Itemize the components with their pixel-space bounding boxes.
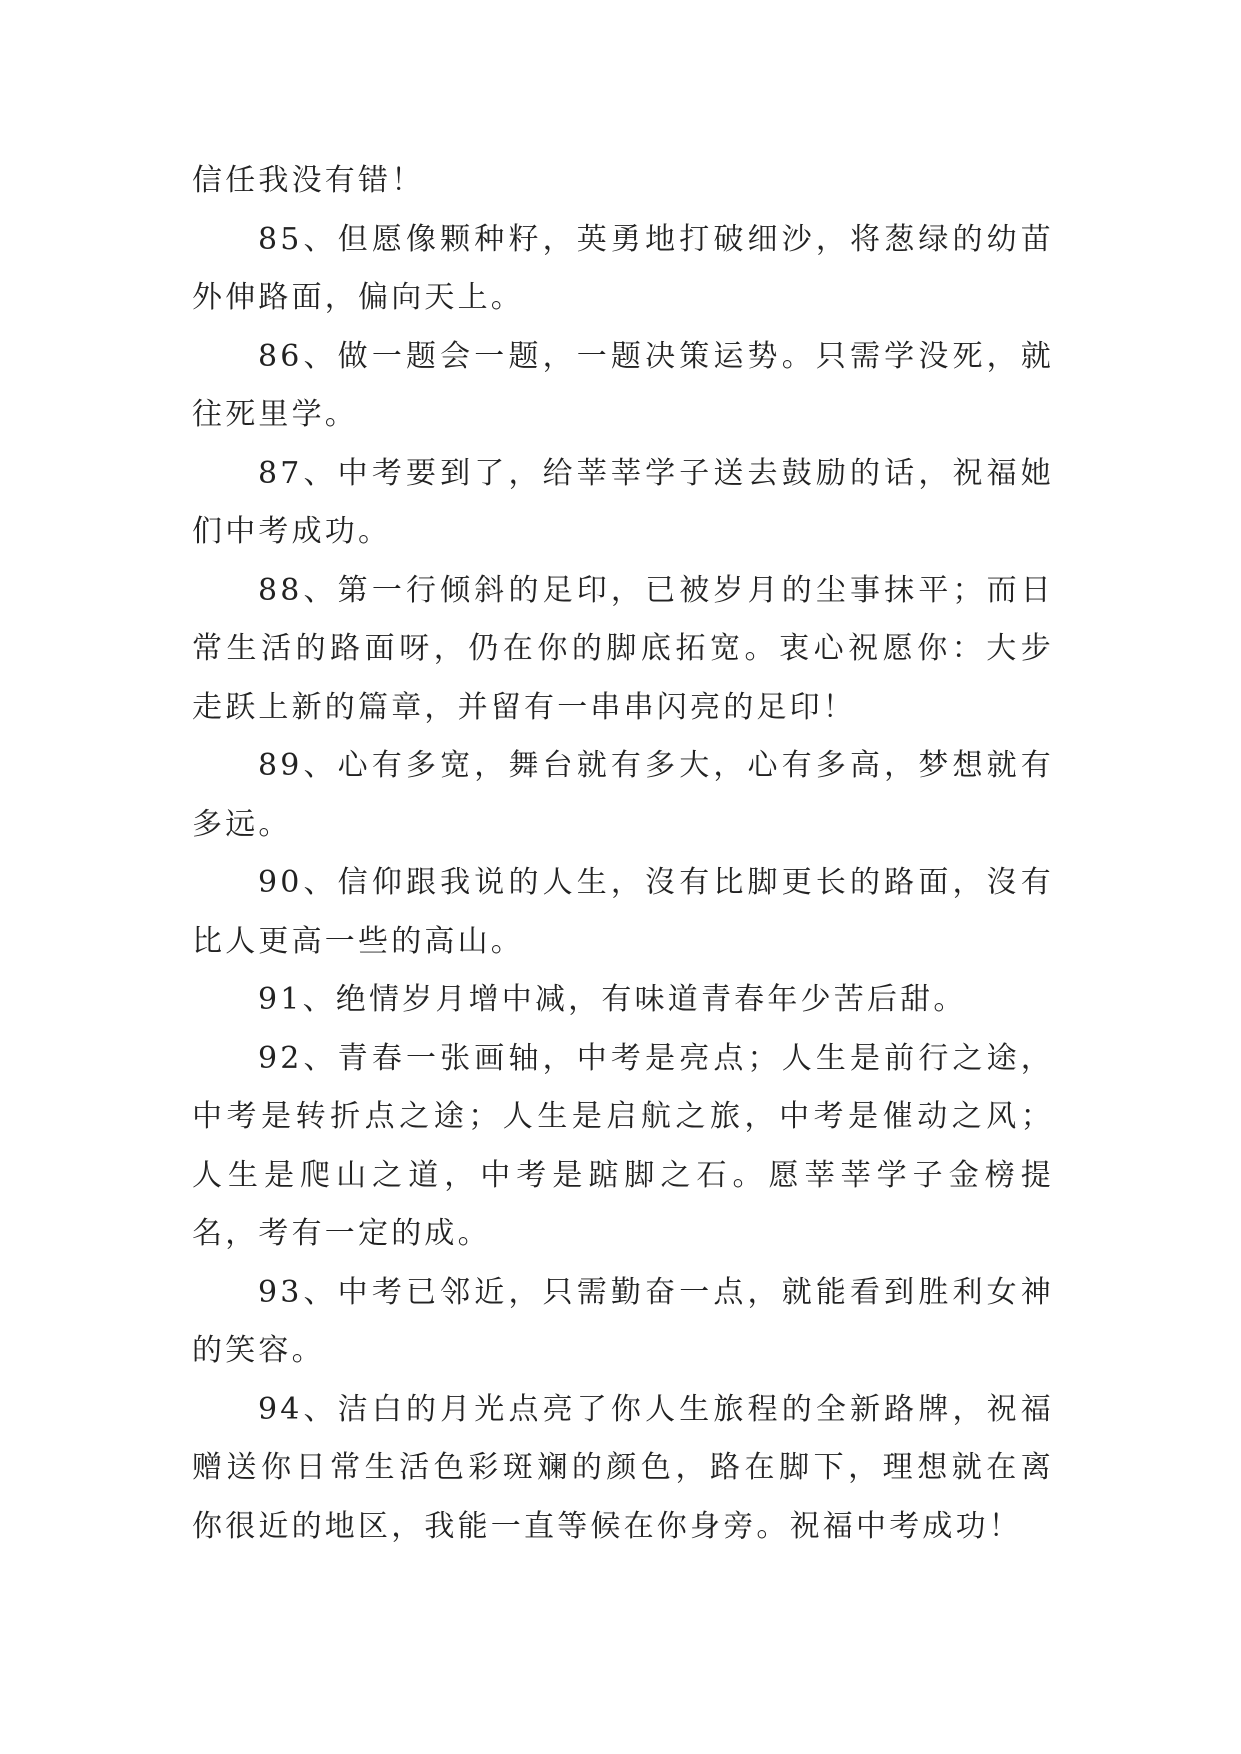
paragraph-88: 88、第一行倾斜的足印，已被岁月的尘事抹平；而日常生活的路面呀，仍在你的脚底拓宽。衷心祝愿你：大步走跃上新的篇章，并留有一串串闪亮的足印！: [192, 572, 1054, 725]
paragraph-93: 93、中考已邻近，只需勤奋一点，就能看到胜利女神的笑容。: [192, 1274, 1054, 1368]
paragraph-89: 89、心有多宽，舞台就有多大，心有多高，梦想就有多远。: [192, 748, 1054, 842]
paragraph-continued: 信任我没有错！: [192, 163, 425, 198]
paragraph-86: 86、做一题会一题，一题决策运势。只需学没死，就往死里学。: [192, 338, 1054, 432]
document-body: [192, 152, 1054, 1556]
paragraph-94: 94、洁白的月光点亮了你人生旅程的全新路牌，祝福赠送你日常生活色彩斑斓的颜色，路在脚下，理想就在离你很近的地区，我能一直等候在你身旁。祝福中考成功！: [192, 1391, 1054, 1544]
paragraph-87: 87、中考要到了，给莘莘学子送去鼓励的话，祝福她们中考成功。: [192, 455, 1054, 549]
paragraph-85: 85、但愿像颗种籽，英勇地打破细沙，将葱绿的幼苗外伸路面，偏向天上。: [192, 221, 1054, 315]
paragraph-90: 90、信仰跟我说的人生，沒有比脚更长的路面，沒有比人更高一些的高山。: [192, 865, 1054, 959]
paragraph-92: 92、青春一张画轴，中考是亮点；人生是前行之途，中考是转折点之途；人生是启航之旅，中考是催动之风；人生是爬山之道，中考是踮脚之石。愿莘莘学子金榜提名，考有一定的成。: [192, 1040, 1054, 1251]
paragraph-91: 91、绝情岁月增中减，有味道青春年少苦后甜。: [258, 982, 967, 1017]
